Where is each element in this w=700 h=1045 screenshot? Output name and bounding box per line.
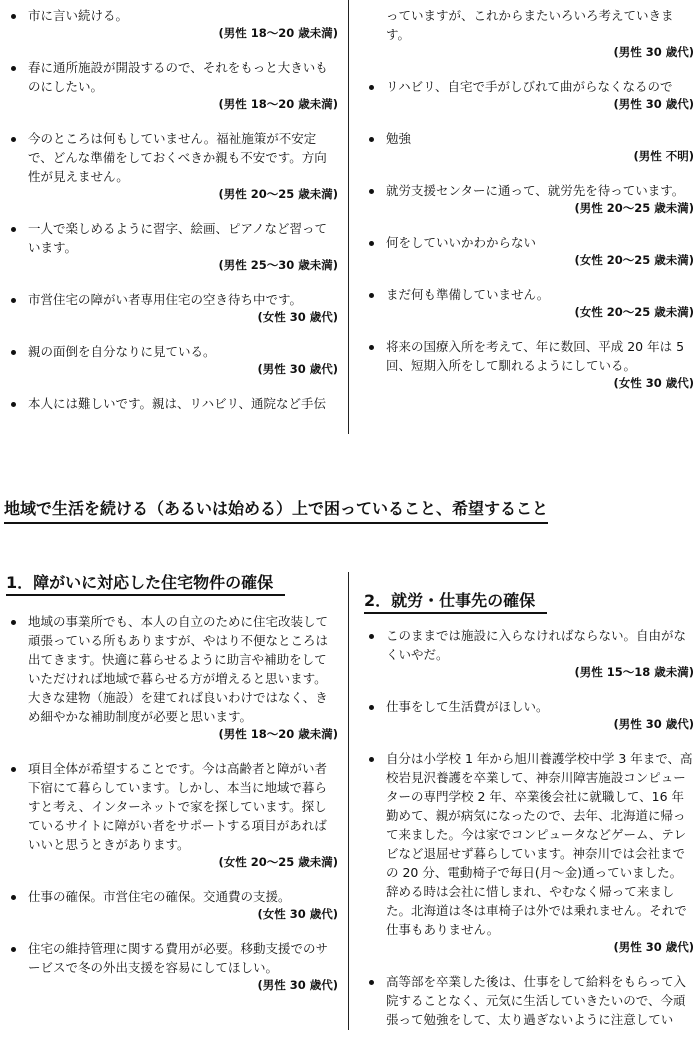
bullet-icon	[11, 895, 16, 900]
list-item-continuation	[366, 6, 694, 61]
column-divider-bottom	[348, 572, 349, 1030]
item-text: 勉強	[386, 131, 412, 146]
item-text: 住宅の維持管理に関する費用が必要。移動支援でのサービスで冬の外出支援を容易にしてほしい。	[28, 941, 329, 975]
list-item	[366, 749, 694, 956]
subsection-left	[6, 572, 285, 608]
bottom-left-column	[8, 612, 338, 1010]
item-attribution: (男性 30 歳代)	[613, 717, 694, 731]
item-text: 自分は小学校 1 年から旭川養護学校中学 3 年まで、高校岩見沢養護を卒業して、神奈川障害施設コンピューターの専門学校 2 年、卒業後会社に就職して、16 年勤めて、親が病気になったので、去年、北海道に帰って来ました。今は家でコンピュータなどゲーム、テレビなど退屈せず暮らしています。神奈川では会社までの 20 分、電動椅子で毎日(月～金)通っていました。辞める時は会社に惜しまれ、やむなく帰って来ました。北海道は冬は車椅子は外では乗れません。それで仕事もありません。	[386, 751, 693, 937]
item-text: 何をしていいかわからない	[386, 235, 537, 250]
item-attribution: (男性 30 歳代)	[613, 97, 694, 111]
item-attribution: (女性 20～25 歳未満)	[574, 305, 694, 319]
item-text: リハビリ、自宅で手がしびれて曲がらなくなるので	[386, 79, 673, 94]
item-text: 高等部を卒業した後は、仕事をして給料をもらって入院することなく、元気に生活していきたいので、今頑張って勉強をして、太り過ぎないように注意してい	[386, 974, 687, 1027]
bullet-icon	[11, 947, 16, 952]
subsection-right	[364, 590, 547, 626]
list-item	[8, 219, 338, 274]
item-text: 市に言い続ける。	[28, 8, 129, 23]
item-attribution: (男性 20～25 歳未満)	[574, 201, 694, 215]
item-text: 一人で楽しめるように習字、絵画、ピアノなど習っています。	[28, 221, 328, 255]
item-text: 親の面倒を自分なりに見ている。	[28, 344, 216, 359]
item-text: 将来の国療入所を考えて、年に数回、平成 20 年は 5 回、短期入所をして馴れるようにしている。	[386, 339, 685, 373]
item-attribution: (男性 18～20 歳未満)	[218, 727, 338, 741]
item-attribution: (男性 30 歳代)	[257, 978, 338, 992]
item-text: 項目全体が希望することです。今は高齢者と障がい者下宿にて暮らしています。しかし、本当に地域で暮らすと考え、インターネットで家を探しています。探しているサイトに障がい者をサポートする項目があればいいと思うときがあります。	[28, 761, 328, 852]
item-text: まだ何も準備していません。	[386, 287, 550, 302]
subsection-title: 1．障がいに対応した住宅物件の確保	[6, 572, 285, 596]
list-item	[366, 129, 694, 165]
item-attribution: (女性 30 歳代)	[257, 310, 338, 324]
list-item	[8, 887, 338, 923]
bullet-icon	[369, 757, 374, 762]
item-attribution: (男性 18～20 歳未満)	[218, 26, 338, 40]
bullet-icon	[369, 980, 374, 985]
bottom-right-column	[366, 626, 694, 1045]
item-text: 仕事の確保。市営住宅の確保。交通費の支援。	[28, 889, 291, 904]
item-attribution: (男性 不明)	[633, 149, 694, 163]
list-item	[366, 233, 694, 269]
bullet-icon	[369, 241, 374, 246]
list-item	[366, 626, 694, 681]
item-text: このままでは施設に入らなければならない。自由がなくいやだ。	[386, 628, 687, 662]
list-item	[366, 337, 694, 392]
item-attribution: (男性 18～20 歳未満)	[218, 97, 338, 111]
column-divider-top	[348, 0, 349, 434]
list-item	[8, 6, 338, 42]
top-left-column	[8, 6, 338, 429]
subsection-title: 2．就労・仕事先の確保	[364, 590, 547, 614]
bullet-icon	[11, 14, 16, 19]
section-title: 地域で生活を続ける（あるいは始める）上で困っていること、希望すること	[4, 498, 548, 524]
list-item	[8, 939, 338, 994]
item-attribution: (男性 30 歳代)	[613, 940, 694, 954]
item-text: 本人には難しいです。親は、リハビリ、通院など手伝	[28, 396, 327, 411]
bullet-icon	[11, 66, 16, 71]
bullet-icon	[369, 634, 374, 639]
item-attribution: (女性 20～25 歳未満)	[574, 253, 694, 267]
item-text: 春に通所施設が開設するので、それをもっと大きいものにしたい。	[28, 60, 328, 94]
list-item	[8, 394, 338, 413]
list-item	[366, 181, 694, 217]
item-attribution: (男性 20～25 歳未満)	[218, 187, 338, 201]
item-attribution: (女性 30 歳代)	[257, 907, 338, 921]
item-text: 就労支援センターに通って、就労先を待っています。	[386, 183, 685, 198]
item-attribution: (男性 30 歳代)	[613, 45, 694, 59]
bullet-icon	[369, 189, 374, 194]
bullet-icon	[11, 227, 16, 232]
bullet-icon	[11, 298, 16, 303]
item-text: 市営住宅の障がい者専用住宅の空き待ち中です。	[28, 292, 303, 307]
list-item	[8, 342, 338, 378]
item-text: 今のところは何もしていません。福祉施策が不安定で、どんな準備をしておくべきか親も不安です。方向性が見えません。	[28, 131, 327, 184]
bullet-icon	[369, 85, 374, 90]
item-attribution: (男性 25～30 歳未満)	[218, 258, 338, 272]
list-item	[366, 972, 694, 1029]
bullet-icon	[11, 137, 16, 142]
item-attribution: (女性 20～25 歳未満)	[218, 855, 338, 869]
bullet-icon	[11, 620, 16, 625]
bullet-icon	[369, 137, 374, 142]
item-attribution: (男性 30 歳代)	[257, 362, 338, 376]
list-item	[8, 58, 338, 113]
bullet-icon	[11, 767, 16, 772]
bullet-icon	[11, 402, 16, 407]
list-item	[8, 759, 338, 871]
list-item	[366, 697, 694, 733]
list-item	[8, 129, 338, 203]
bullet-icon	[369, 705, 374, 710]
bullet-icon	[11, 350, 16, 355]
item-attribution: (男性 15～18 歳未満)	[574, 665, 694, 679]
bullet-icon	[369, 293, 374, 298]
bullet-icon	[369, 345, 374, 350]
item-text: 仕事をして生活費がほしい。	[386, 699, 549, 714]
list-item	[8, 290, 338, 326]
list-item	[366, 285, 694, 321]
list-item	[366, 77, 694, 113]
item-text: 地域の事業所でも、本人の自立のために住宅改装して頑張っている所もありますが、やはり不便なところは出てきます。快適に暮らせるように助言や補助をしていただければ地域で暮らせる方が増えると思います。大きな建物（施設）を建てれば良いわけではなく、きめ細やかな補助制度が必要と思います。	[28, 614, 329, 724]
list-item	[8, 612, 338, 743]
item-attribution: (女性 30 歳代)	[613, 376, 694, 390]
item-text: っていますが、これからまたいろいろ考えていきます。	[386, 8, 674, 42]
top-right-column	[366, 6, 694, 408]
